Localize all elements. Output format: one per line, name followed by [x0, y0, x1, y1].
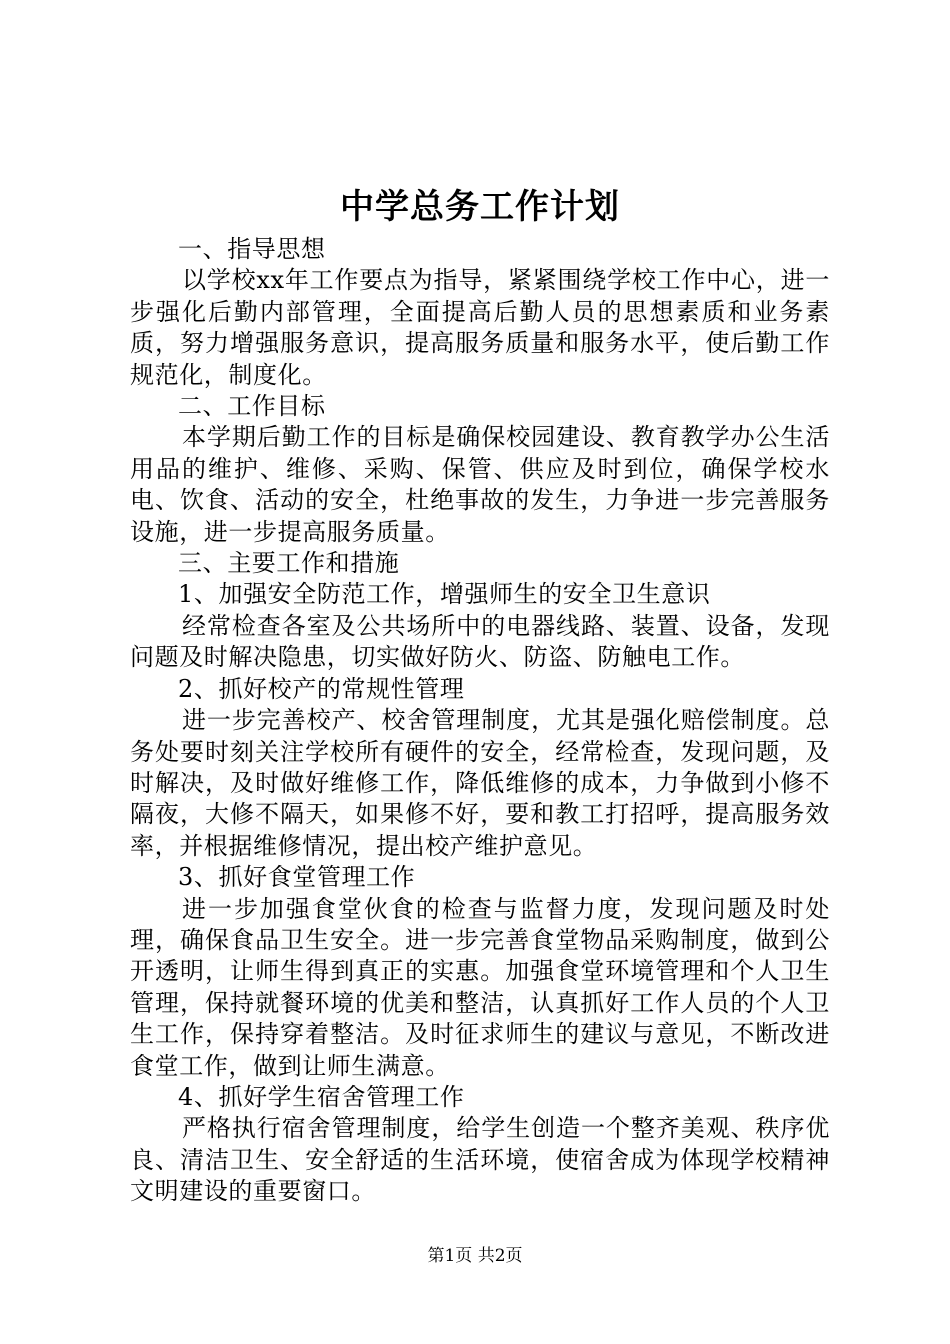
page-footer [0, 1244, 950, 1268]
subheading-school-property: 2、抓好校产的常规性管理 [178, 674, 465, 703]
paragraph-canteen: 进一步加强食堂伙食的检查与监督力度，发现问题及时处理，确保食品卫生安全。进一步完善食堂物品采购制度，做到公开透明，让师生得到真正的实惠。加强食堂环境管理和个人卫生管理，保持就餐环境的优美和整洁，认真抓好工作人员的个人卫生工作，保持穿着整洁。及时征求师生的建议与意见，不断改进食堂工作，做到让师生满意。 [130, 894, 830, 1080]
document-title: 中学总务工作计划 [340, 187, 620, 227]
section-heading-guiding-ideology: 一、指导思想 [178, 235, 326, 263]
section-heading-main-measures: 三、主要工作和措施 [178, 549, 400, 578]
page-number: 第1页 共2页 [427, 1246, 523, 1266]
subheading-canteen: 3、抓好食堂管理工作 [178, 863, 416, 892]
subheading-safety: 1、加强安全防范工作，增强师生的安全卫生意识 [178, 580, 711, 609]
subheading-dormitory: 4、抓好学生宿舍管理工作 [178, 1082, 465, 1111]
paragraph-safety: 经常检查各室及公共场所中的电器线路、装置、设备，发现问题及时解决隐患，切实做好防火、防盗、防触电工作。 [130, 611, 830, 672]
paragraph-work-goals: 本学期后勤工作的目标是确保校园建设、教育教学办公生活用品的维护、维修、采购、保管、供应及时到位，确保学校水电、饮食、活动的安全，杜绝事故的发生，力争进一步完善服务设施，进一步提高服务质量。 [130, 423, 830, 546]
document-page [130, 182, 830, 1208]
paragraph-dormitory: 严格执行宿舍管理制度，给学生创造一个整齐美观、秩序优良、清洁卫生、安全舒适的生活环境，使宿舍成为体现学校精神文明建设的重要窗口。 [130, 1114, 830, 1206]
paragraph-guiding-ideology: 以学校xx年工作要点为指导，紧紧围绕学校工作中心，进一步强化后勤内部管理，全面提高后勤人员的思想素质和业务素质，努力增强服务意识，提高服务质量和服务水平，使后勤工作规范化，制度化。 [130, 266, 830, 389]
paragraph-school-property: 进一步完善校产、校舍管理制度，尤其是强化赔偿制度。总务处要时刻关注学校所有硬件的安全，经常检查，发现问题，及时解决，及时做好维修工作，降低维修的成本，力争做到小修不隔夜，大修不隔天，如果修不好，要和教工打招呼，提高服务效率，并根据维修情况，提出校产维护意见。 [130, 706, 830, 860]
section-heading-work-goals: 二、工作目标 [178, 392, 326, 421]
